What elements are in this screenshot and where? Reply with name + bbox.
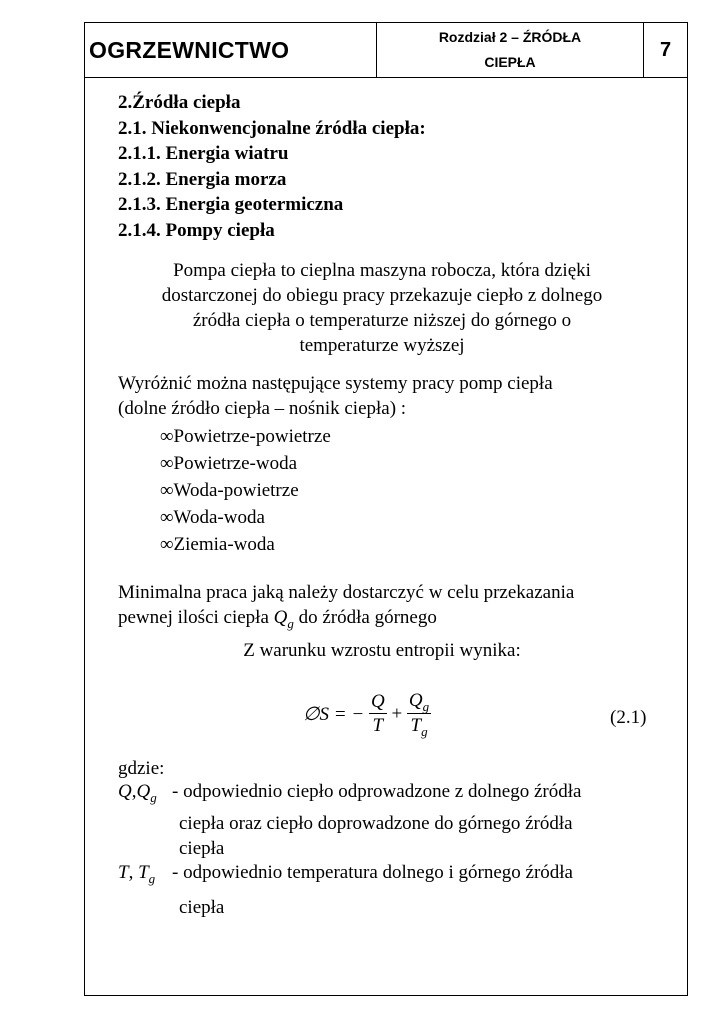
definition-line: temperaturze wyższej (299, 335, 465, 356)
subscript-g: g (148, 871, 156, 886)
heat-pump-definition (110, 258, 654, 358)
minimal-work-line-2: pewnej ilości ciepła $Q_g$ do źródła górnego (118, 607, 437, 631)
heading-2-1: 2.1. Niekonwencjonalne źródła ciepła: (118, 117, 426, 139)
systems-list (160, 423, 331, 558)
entropy-line: Z warunku wzrostu entropii wynika: (243, 640, 521, 661)
infinity-bullet-icon: ∞ (160, 507, 174, 528)
infinity-bullet-icon: ∞ (160, 480, 174, 501)
infinity-bullet-icon: ∞ (160, 534, 174, 555)
definition-line: dostarczonej do obiegu pracy przekazuje ciepło z dolnego (161, 285, 603, 306)
heading-2-1-2: 2.1.2. Energia morza (118, 168, 287, 190)
infinity-bullet-icon: ∞ (160, 453, 174, 474)
systems-intro (118, 371, 553, 421)
definition-line: Pompa ciepła to cieplna maszyna robocza, która dzięki (173, 260, 591, 281)
page-number: 7 (659, 38, 672, 61)
denominator-t: T (410, 715, 422, 736)
list-item: ∞Woda-woda (160, 507, 265, 528)
def-t-text: - odpowiednio temperatura dolnego i górnego źródła (172, 862, 573, 883)
chapter-title-line-1: Rozdział 2 – ŹRÓDŁA (438, 29, 582, 45)
heading-2-1-1: 2.1.1. Energia wiatru (118, 143, 289, 164)
list-item: ∞Powietrze-powietrze (160, 426, 331, 447)
def-symbol-q: $Q,Q_g$ (118, 781, 157, 805)
list-item: ∞Woda-powietrze (160, 480, 299, 501)
subscript-g: g (287, 616, 294, 631)
subscript-g: g (150, 790, 157, 805)
def-t-continuation: ciepła (179, 897, 225, 918)
heading-2: 2.Źródła ciepła (118, 92, 241, 113)
minimal-work-line-1: Minimalna praca jaką należy dostarczyć w celu przekazania (118, 582, 575, 603)
page-header (84, 22, 688, 78)
heading-2-1-4: 2.1.4. Pompy ciepła (118, 219, 275, 241)
systems-intro-line: (dolne źródło ciepła – nośnik ciepła) : (118, 398, 407, 419)
subscript-g: g (422, 699, 430, 714)
heading-2-1-3: 2.1.3. Energia geotermiczna (118, 194, 344, 215)
entropy-formula (303, 690, 431, 750)
chapter-title (377, 23, 644, 77)
denominator-t: T (372, 715, 384, 736)
numerator-q: Q (408, 690, 423, 711)
infinity-bullet-icon: ∞ (160, 426, 174, 447)
def-q-continuation: ciepła (179, 838, 225, 859)
systems-intro-line: Wyróżnić można następujące systemy pracy pomp ciepła (118, 373, 553, 394)
def-q-continuation: ciepła oraz ciepło doprowadzone do górnego źródła (179, 813, 573, 834)
fraction-qg-over-tg (407, 690, 431, 739)
chapter-title-line-2: CIEPŁA (484, 54, 536, 70)
def-q-text: - odpowiednio ciepło odprowadzone z dolnego źródła (172, 781, 582, 802)
list-item: ∞Powietrze-woda (160, 453, 298, 474)
list-item: ∞Ziemia-woda (160, 534, 275, 555)
formula-lhs: ∅S = − (303, 704, 365, 725)
symbol-q: Q (273, 607, 288, 628)
fraction-q-over-t (369, 691, 387, 738)
plus-sign: + (391, 703, 403, 725)
minimal-work-paragraph (118, 580, 574, 631)
section-headings (118, 90, 426, 243)
book-title: OGRZEWNICTWO (85, 23, 377, 77)
def-symbol-t: T, $T_g$ (118, 862, 156, 886)
where-label: gdzie: (118, 758, 165, 779)
numerator-q: Q (370, 691, 385, 712)
subscript-g: g (421, 724, 428, 739)
definition-line: źródła ciepła o temperaturze niższej do górnego o (192, 310, 572, 331)
equation-number: (2.1) (610, 707, 647, 728)
